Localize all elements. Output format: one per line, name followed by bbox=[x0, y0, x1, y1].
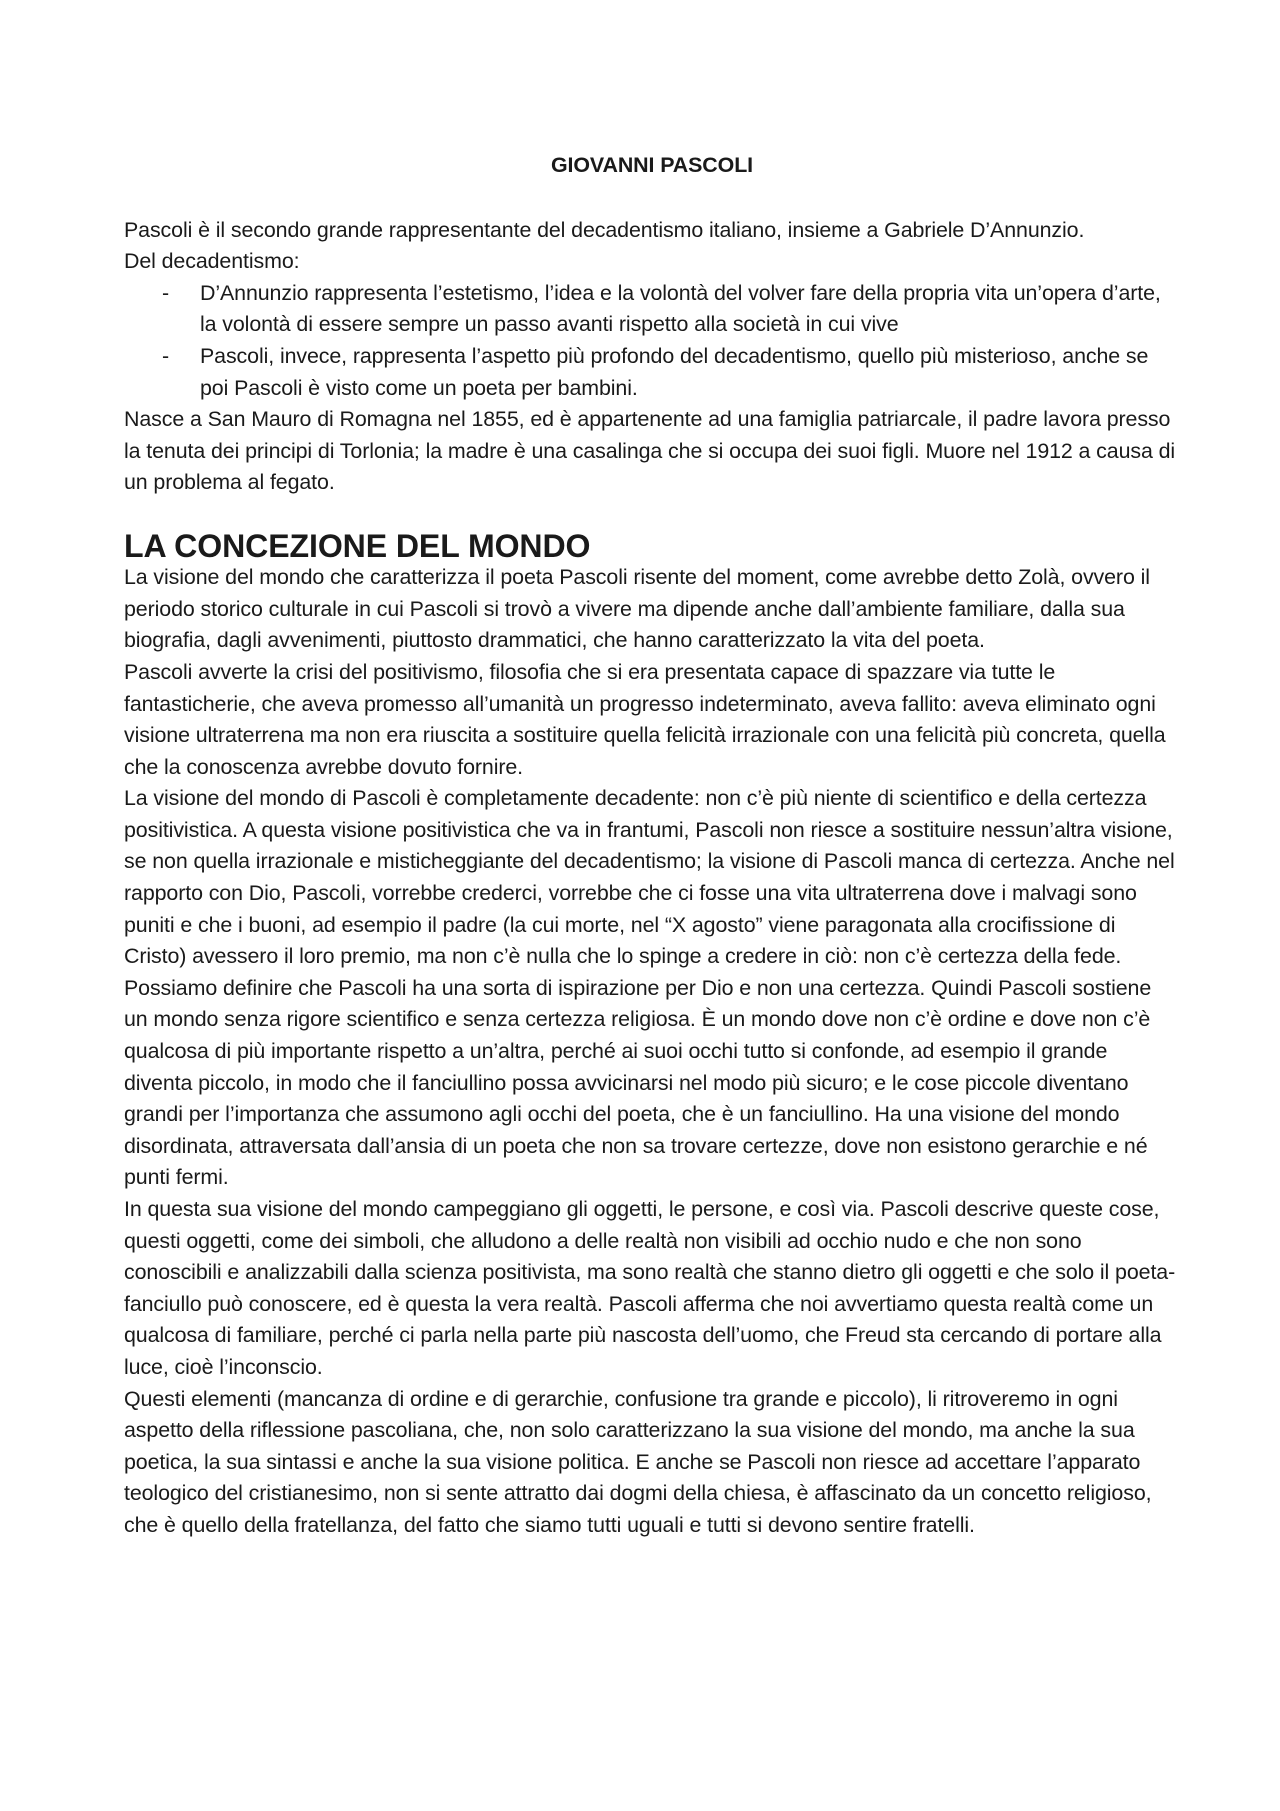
intro-paragraph: Pascoli è il secondo grande rappresentante del decadentismo italiano, insieme a Gabriele D’Annunzio. bbox=[124, 217, 1085, 242]
list-bullet: - bbox=[162, 343, 170, 368]
decadentismo-list bbox=[124, 278, 1180, 404]
section-heading: LA CONCEZIONE DEL MONDO bbox=[124, 527, 591, 564]
biography-paragraph: Nasce a San Mauro di Romagna nel 1855, ed è appartenente ad una famiglia patriarcale, il padre lavora presso la tenuta dei principi di Torlonia; la madre è una casalinga che si occupa dei suoi figli. Muore nel 1912 a causa di un problema al fegato. bbox=[124, 407, 1176, 495]
list-item-text: D’Annunzio rappresenta l’estetismo, l’idea e la volontà del volver fare della propria vita un’opera d’arte, la volontà di essere sempre un passo avanti rispetto alla società in cui vive bbox=[200, 280, 1161, 337]
section-paragraph: La visione del mondo che caratterizza il poeta Pascoli risente del moment, come avrebbe detto Zolà, ovvero il periodo storico culturale in cui Pascoli si trovò a vivere ma dipende anche dall’ambiente familiare, dalla sua biografia, dagli avvenimenti, piuttosto drammatici, che hanno caratterizzato la vita del poeta. bbox=[124, 565, 1150, 653]
list-item bbox=[124, 341, 1180, 404]
document-title: GIOVANNI PASCOLI bbox=[550, 153, 754, 177]
section-paragraph: In questa sua visione del mondo campeggiano gli oggetti, le persone, e così via. Pascoli descrive queste cose, questi oggetti, come dei simboli, che alludono a delle realtà non visibili ad occhio nudo e che non sono conoscibili e analizzabili dalla scienza positivista, ma sono realtà che stanno dietro gli oggetti e che solo il poeta-fanciullo può conoscere, ed è questa la vera realtà. Pascoli afferma che noi avvertiamo questa realtà come un qualcosa di familiare, perché ci parla nella parte più nascosta dell’uomo, che Freud sta cercando di portare alla luce, cioè l’inconscio. bbox=[124, 1197, 1176, 1379]
section-paragraph: Pascoli avverte la crisi del positivismo, filosofia che si era presentata capace di spazzare via tutte le fantasticherie, che aveva promesso all’umanità un progresso indeterminato, aveva fallito: aveva eliminato ogni visione ultraterrena ma non era riuscita a sostituire quella felicità irrazionale con una felicità più concreta, quella che la conoscenza avrebbe dovuto fornire. bbox=[124, 659, 1166, 779]
section-paragraph: La visione del mondo di Pascoli è completamente decadente: non c’è più niente di scientifico e della certezza positivistica. A questa visione positivistica che va in frantumi, Pascoli non riesce a sostituire nessun’altra visione, se non quella irrazionale e misticheggiante del decadentismo; la visione di Pascoli manca di certezza. Anche nel rapporto con Dio, Pascoli, vorrebbe crederci, vorrebbe che ci fosse una vita ultraterrena dove i malvagi sono puniti e che i buoni, ad esempio il padre (la cui morte, nel “X agosto” viene paragonata alla crocifissione di Cristo) avessero il loro premio, ma non c’è nulla che lo spinge a credere in ciò: non c’è certezza della fede. Possiamo definire che Pascoli ha una sorta di ispirazione per Dio e non una certezza. Quindi Pascoli sostiene un mondo senza rigore scientifico e senza certezza religiosa. È un mondo dove non c’è ordine e dove non c’è qualcosa di più importante rispetto a un’altra, perché ai suoi occhi tutto si confonde, ad esempio il grande diventa piccolo, in modo che il fanciullino possa avvicinarsi nel modo più sicuro; e le cose piccole diventano grandi per l’importanza che assumono agli occhi del poeta, che è un fanciullino. Ha una visione del mondo disordinata, attraversata dall’ansia di un poeta che non sa trovare certezze, dove non esistono gerarchie e né punti fermi. bbox=[124, 786, 1175, 1190]
intro-list-lead: Del decadentismo: bbox=[124, 249, 300, 274]
list-bullet: - bbox=[162, 280, 170, 305]
section-paragraph: Questi elementi (mancanza di ordine e di gerarchie, confusione tra grande e piccolo), li ritroveremo in ogni aspetto della riflessione pascoliana, che, non solo caratterizzano la sua visione del mondo, ma anche la sua poetica, la sua sintassi e anche la sua visione politica. E anche se Pascoli non riesce ad accettare l’apparato teologico del cristianesimo, non si sente attratto dai dogmi della chiesa, è affascinato da un concetto religioso, che è quello della fratellanza, del fatto che siamo tutti uguali e tutti si devono sentire fratelli. bbox=[124, 1386, 1152, 1537]
document-page bbox=[124, 150, 1180, 1542]
list-item-text: Pascoli, invece, rappresenta l’aspetto più profondo del decadentismo, quello più misterioso, anche se poi Pascoli è visto come un poeta per bambini. bbox=[200, 343, 1149, 400]
list-item bbox=[124, 278, 1180, 341]
